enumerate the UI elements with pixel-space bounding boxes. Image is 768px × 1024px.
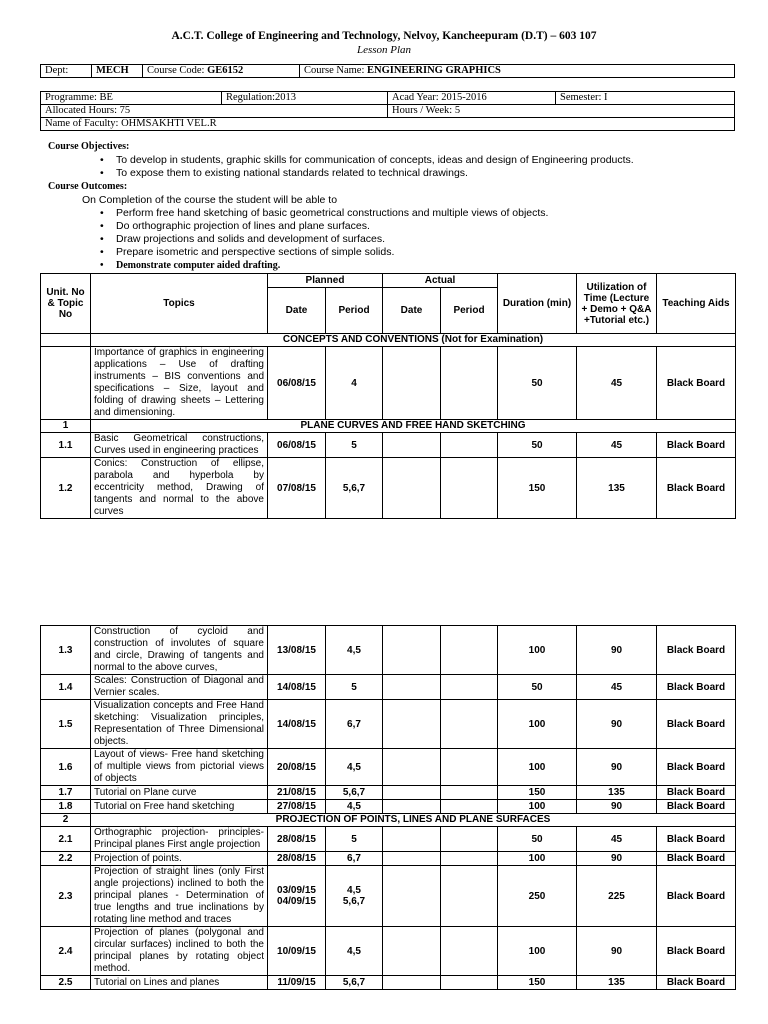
planned-period: 5 — [326, 827, 383, 852]
utilization-cell: 90 — [577, 700, 657, 749]
planned-period: 4,5 — [326, 749, 383, 786]
table-row — [41, 827, 736, 852]
planned-date: 14/08/15 — [268, 675, 326, 700]
duration-cell: 100 — [498, 927, 577, 976]
topic-cell: Tutorial on Free hand sketching — [91, 800, 268, 814]
planned-period: 4 — [326, 347, 383, 420]
planned-period: 5 — [326, 675, 383, 700]
course-name-cell — [300, 65, 735, 78]
unit-number: 2.5 — [41, 976, 91, 990]
teaching-aids-cell: Black Board — [657, 786, 736, 800]
actual-period — [441, 786, 498, 800]
unit-number: 2.1 — [41, 827, 91, 852]
unit-number: 1.8 — [41, 800, 91, 814]
planned-period: 4,5 — [326, 800, 383, 814]
programme-info-table — [40, 91, 735, 131]
objectives-list — [48, 154, 738, 180]
header-duration: Duration (min) — [498, 274, 577, 334]
duration-cell: 50 — [498, 433, 577, 458]
teaching-aids-cell: Black Board — [657, 827, 736, 852]
unit-number: 2.4 — [41, 927, 91, 976]
duration-cell: 100 — [498, 626, 577, 675]
planned-period: 5 — [326, 433, 383, 458]
utilization-cell: 90 — [577, 749, 657, 786]
allocated-hours-cell: Allocated Hours: 75 — [41, 105, 388, 118]
header-teaching-aids: Teaching Aids — [657, 274, 736, 334]
planned-date: 03/09/15 04/09/15 — [268, 866, 326, 927]
course-name-label: Course Name: — [304, 65, 365, 76]
teaching-aids-cell: Black Board — [657, 866, 736, 927]
actual-date — [383, 866, 441, 927]
unit-number: 1.3 — [41, 626, 91, 675]
planned-date: 28/08/15 — [268, 827, 326, 852]
lesson-plan-table-page2 — [40, 625, 736, 990]
duration-cell: 150 — [498, 786, 577, 800]
duration-cell: 150 — [498, 458, 577, 519]
topic-cell: Projection of straight lines (only First angle projections) inclined to both the principal planes - Determination of true lengths and true inclinations by rotating line method and traces — [91, 866, 268, 927]
unit-number: 2 — [41, 814, 91, 827]
actual-period — [441, 800, 498, 814]
document-type: Lesson Plan — [356, 44, 412, 56]
outcome-item: • Demonstrate computer aided drafting. — [116, 259, 738, 272]
section-row — [41, 420, 736, 433]
unit-number: 1.4 — [41, 675, 91, 700]
outcome-item: • Draw projections and solids and development of surfaces. — [116, 233, 738, 246]
unit-number: 1.6 — [41, 749, 91, 786]
header-unit: Unit. No & Topic No — [41, 274, 91, 334]
utilization-cell: 135 — [577, 786, 657, 800]
unit-number: 2.2 — [41, 852, 91, 866]
duration-cell: 50 — [498, 827, 577, 852]
actual-period — [441, 976, 498, 990]
planned-period: 6,7 — [326, 852, 383, 866]
section-row — [41, 814, 736, 827]
actual-date — [383, 458, 441, 519]
acad-year-cell: Acad Year: 2015-2016 — [388, 92, 556, 105]
topic-cell: Conics: Construction of ellipse, parabola and hyperbola by eccentricity method, Drawing of tangents and normal to the above curves — [91, 458, 268, 519]
planned-period: 4,5 5,6,7 — [326, 866, 383, 927]
unit-number: 1.5 — [41, 700, 91, 749]
actual-period — [441, 347, 498, 420]
programme-cell: Programme: BE — [41, 92, 222, 105]
topic-cell: Construction of cycloid and construction of involutes of square and circle, Drawing of tangents and normal to the above curves, — [91, 626, 268, 675]
section-title: CONCEPTS AND CONVENTIONS (Not for Examination) — [91, 334, 736, 347]
regulation-cell: Regulation:2013 — [222, 92, 388, 105]
topic-cell: Orthographic projection- principles-Principal planes First angle projection — [91, 827, 268, 852]
lesson-body-page1 — [41, 334, 736, 519]
unit-number — [41, 334, 91, 347]
utilization-cell: 45 — [577, 347, 657, 420]
actual-period — [441, 626, 498, 675]
utilization-cell: 90 — [577, 927, 657, 976]
unit-number: 1.7 — [41, 786, 91, 800]
teaching-aids-cell: Black Board — [657, 852, 736, 866]
table-row — [41, 800, 736, 814]
header-planned-period: Period — [326, 288, 383, 334]
table-row — [41, 433, 736, 458]
actual-period — [441, 433, 498, 458]
actual-period — [441, 749, 498, 786]
topic-cell: Projection of planes (polygonal and circular surfaces) inclined to both the principal planes by rotating object method. — [91, 927, 268, 976]
table-row — [41, 458, 736, 519]
teaching-aids-cell: Black Board — [657, 433, 736, 458]
actual-date — [383, 927, 441, 976]
dept-value: MECH — [92, 65, 143, 78]
duration-cell: 100 — [498, 700, 577, 749]
unit-number: 2.3 — [41, 866, 91, 927]
table-row — [41, 626, 736, 675]
lesson-body-page2 — [41, 626, 736, 990]
header-actual: Actual — [383, 274, 498, 288]
table-row — [41, 749, 736, 786]
dept-label: Dept: — [41, 65, 92, 78]
topic-cell: Layout of views- Free hand sketching of multiple views from pictorial views of objects — [91, 749, 268, 786]
actual-date — [383, 675, 441, 700]
planned-date: 06/08/15 — [268, 433, 326, 458]
unit-number: 1 — [41, 420, 91, 433]
planned-period: 4,5 — [326, 927, 383, 976]
teaching-aids-cell: Black Board — [657, 927, 736, 976]
table-row — [41, 700, 736, 749]
header-utilization: Utilization of Time (Lecture + Demo + Q&A +Tutorial etc.) — [577, 274, 657, 334]
teaching-aids-cell: Black Board — [657, 626, 736, 675]
actual-period — [441, 827, 498, 852]
actual-period — [441, 866, 498, 927]
actual-period — [441, 675, 498, 700]
unit-number: 1.2 — [41, 458, 91, 519]
planned-date: 13/08/15 — [268, 626, 326, 675]
outcome-item: • Do orthographic projection of lines and plane surfaces. — [116, 220, 738, 233]
planned-date: 27/08/15 — [268, 800, 326, 814]
teaching-aids-cell: Black Board — [657, 458, 736, 519]
header-actual-period: Period — [441, 288, 498, 334]
course-code-value: GE6152 — [207, 65, 244, 76]
teaching-aids-cell: Black Board — [657, 347, 736, 420]
actual-date — [383, 852, 441, 866]
actual-period — [441, 700, 498, 749]
topic-cell: Visualization concepts and Free Hand sketching: Visualization principles, Representation of Three Dimensional objects. — [91, 700, 268, 749]
planned-date: 07/08/15 — [268, 458, 326, 519]
teaching-aids-cell: Black Board — [657, 675, 736, 700]
actual-date — [383, 626, 441, 675]
objective-item: • To expose them to existing national standards related to technical drawings. — [116, 167, 738, 180]
actual-date — [383, 700, 441, 749]
header-planned: Planned — [268, 274, 383, 288]
actual-period — [441, 458, 498, 519]
outcomes-heading: Course Outcomes: — [48, 181, 128, 192]
unit-number: 1.1 — [41, 433, 91, 458]
semester-cell: Semester: I — [556, 92, 735, 105]
teaching-aids-cell: Black Board — [657, 800, 736, 814]
planned-date: 14/08/15 — [268, 700, 326, 749]
planned-date: 20/08/15 — [268, 749, 326, 786]
section-title: PLANE CURVES AND FREE HAND SKETCHING — [91, 420, 736, 433]
topic-cell: Tutorial on Lines and planes — [91, 976, 268, 990]
utilization-cell: 135 — [577, 458, 657, 519]
utilization-cell: 45 — [577, 433, 657, 458]
duration-cell: 50 — [498, 347, 577, 420]
teaching-aids-cell: Black Board — [657, 700, 736, 749]
topic-cell: Scales: Construction of Diagonal and Vernier scales. — [91, 675, 268, 700]
lesson-plan-table-page1 — [40, 273, 736, 519]
actual-date — [383, 976, 441, 990]
actual-date — [383, 800, 441, 814]
teaching-aids-cell: Black Board — [657, 749, 736, 786]
planned-period: 5,6,7 — [326, 458, 383, 519]
header-topics: Topics — [91, 274, 268, 334]
topic-cell: Tutorial on Plane curve — [91, 786, 268, 800]
outcomes-list — [48, 207, 738, 272]
table-row — [41, 347, 736, 420]
college-title: A.C.T. College of Engineering and Technology, Nelvoy, Kancheepuram (D.T) – 603 107 — [171, 30, 597, 42]
actual-period — [441, 852, 498, 866]
topic-cell: Projection of points. — [91, 852, 268, 866]
utilization-cell: 90 — [577, 800, 657, 814]
teaching-aids-cell: Black Board — [657, 976, 736, 990]
topic-cell: Basic Geometrical constructions, Curves used in engineering practices — [91, 433, 268, 458]
actual-date — [383, 347, 441, 420]
utilization-cell: 225 — [577, 866, 657, 927]
topic-cell: Importance of graphics in engineering applications – Use of drafting instruments – BIS conventions and specifications – Size, layout and folding of drawing sheets – Lettering and dimensioning. — [91, 347, 268, 420]
section-row — [41, 334, 736, 347]
actual-date — [383, 433, 441, 458]
actual-period — [441, 927, 498, 976]
header-actual-date: Date — [383, 288, 441, 334]
planned-period: 5,6,7 — [326, 976, 383, 990]
planned-period: 5,6,7 — [326, 786, 383, 800]
utilization-cell: 45 — [577, 675, 657, 700]
duration-cell: 100 — [498, 749, 577, 786]
utilization-cell: 135 — [577, 976, 657, 990]
table-row — [41, 976, 736, 990]
duration-cell: 150 — [498, 976, 577, 990]
duration-cell: 50 — [498, 675, 577, 700]
utilization-cell: 90 — [577, 852, 657, 866]
section-title: PROJECTION OF POINTS, LINES AND PLANE SURFACES — [91, 814, 736, 827]
table-row — [41, 927, 736, 976]
header-planned-date: Date — [268, 288, 326, 334]
outcomes-intro: On Completion of the course the student will be able to — [82, 194, 338, 206]
table-row — [41, 852, 736, 866]
table-row — [41, 866, 736, 927]
faculty-cell: Name of Faculty: OHMSAKHTI VEL.R — [41, 118, 735, 131]
planned-date: 10/09/15 — [268, 927, 326, 976]
unit-number — [41, 347, 91, 420]
duration-cell: 100 — [498, 800, 577, 814]
duration-cell: 100 — [498, 852, 577, 866]
outcome-item: • Prepare isometric and perspective sections of simple solids. — [116, 246, 738, 259]
hours-week-cell: Hours / Week: 5 — [388, 105, 735, 118]
utilization-cell: 90 — [577, 626, 657, 675]
objectives-heading: Course Objectives: — [48, 141, 130, 152]
course-code-cell — [143, 65, 300, 78]
actual-date — [383, 749, 441, 786]
outcome-item: • Perform free hand sketching of basic geometrical constructions and multiple views of objects. — [116, 207, 738, 220]
course-objectives-section — [48, 140, 738, 272]
planned-date: 06/08/15 — [268, 347, 326, 420]
course-code-label: Course Code: — [147, 65, 205, 76]
table-row — [41, 675, 736, 700]
actual-date — [383, 827, 441, 852]
course-info-table — [40, 64, 735, 78]
planned-period: 6,7 — [326, 700, 383, 749]
utilization-cell: 45 — [577, 827, 657, 852]
planned-date: 28/08/15 — [268, 852, 326, 866]
actual-date — [383, 786, 441, 800]
objective-item: • To develop in students, graphic skills for communication of concepts, ideas and design of Engineering products. — [116, 154, 738, 167]
planned-date: 21/08/15 — [268, 786, 326, 800]
duration-cell: 250 — [498, 866, 577, 927]
planned-period: 4,5 — [326, 626, 383, 675]
course-name-value: ENGINEERING GRAPHICS — [367, 65, 501, 76]
table-row — [41, 786, 736, 800]
planned-date: 11/09/15 — [268, 976, 326, 990]
